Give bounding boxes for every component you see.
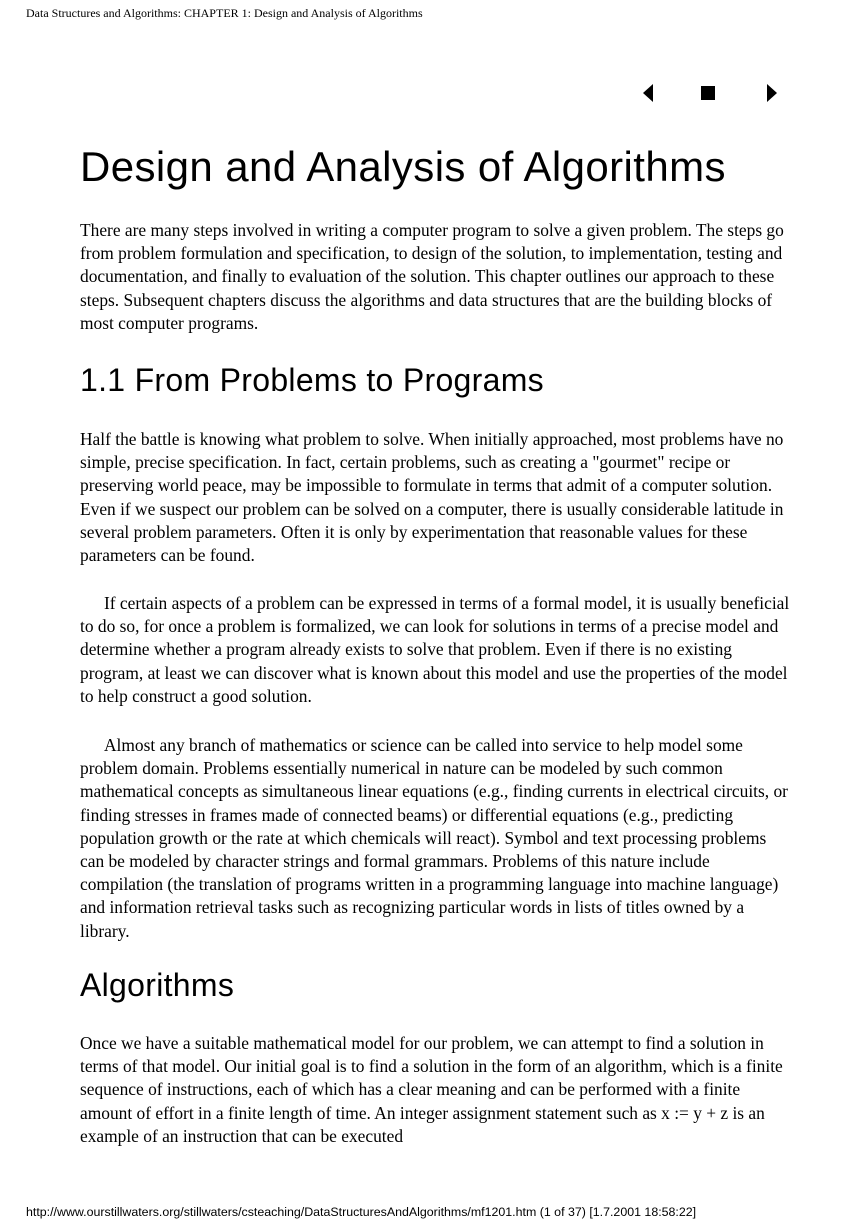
running-header: Data Structures and Algorithms: CHAPTER 1: Design and Analysis of Algorithms	[26, 6, 423, 20]
previous-page-button[interactable]	[636, 83, 660, 103]
body-paragraph: Once we have a suitable mathematical model for our problem, we can attempt to find a solution in terms of that model. Our initial goal is to find a solution in the form of an algorithm, which is a finite sequence of instructions, each of which has a clear meaning and can be performed with a finite amount of effort in a finite length of time. An integer assignment statement such as x := y + z is an example of an instruction that can be executed	[80, 1033, 783, 1146]
page-navigation	[636, 83, 786, 103]
body-paragraph: If certain aspects of a problem can be expressed in terms of a formal model, it is usually beneficial to do so, for once a problem is formalized, we can look for solutions in terms of a precise model and determine whether a program already exists to solve that problem. Even if there is no existing program, at least we can discover what is known about this model and use the properties of the model to help construct a good solution.	[80, 593, 790, 706]
next-page-button[interactable]	[760, 83, 784, 103]
source-url-footer: http://www.ourstillwaters.org/stillwaters/csteaching/DataStructuresAndAlgorithms/mf1201.htm (1 of 37) [1.7.2001 18:58:22]	[26, 1205, 697, 1219]
contents-button[interactable]	[696, 83, 720, 103]
section-heading-problems-to-programs: 1.1 From Problems to Programs	[80, 362, 544, 398]
square-icon	[701, 86, 715, 100]
body-paragraph: Half the battle is knowing what problem to solve. When initially approached, most problems have no simple, precise specification. In fact, certain problems, such as creating a "gourmet" recipe or preserving world peace, may be impossible to formulate in terms that admit of a computer solution. Even if we suspect our problem can be solved on a computer, there is usually considerable latitude in several problem parameters. Often it is only by experimentation that reasonable values for these parameters can be found.	[80, 429, 784, 566]
page-title: Design and Analysis of Algorithms	[80, 143, 726, 190]
triangle-left-icon	[643, 84, 653, 102]
triangle-right-icon	[767, 84, 777, 102]
intro-paragraph: There are many steps involved in writing a computer program to solve a given problem. The steps go from problem formulation and specification, to design of the solution, to implementation, testing and documentation, and finally to evaluation of the solution. This chapter outlines our approach to these steps. Subsequent chapters discuss the algorithms and data structures that are the building blocks of most computer programs.	[80, 220, 784, 333]
body-paragraph: Almost any branch of mathematics or science can be called into service to help model some problem domain. Problems essentially numerical in nature can be modeled by such common mathematical concepts as simultaneous linear equations (e.g., finding currents in electrical circuits, or finding stresses in frames made of connected beams) or differential equations (e.g., predicting population growth or the rate at which chemicals will react). Symbol and text processing problems can be modeled by character strings and formal grammars. Problems of this nature include compilation (the translation of programs written in a programming language into machine language) and information retrieval tasks such as recognizing particular words in lists of titles owned by a library.	[80, 735, 788, 941]
section-heading-algorithms: Algorithms	[80, 967, 235, 1003]
